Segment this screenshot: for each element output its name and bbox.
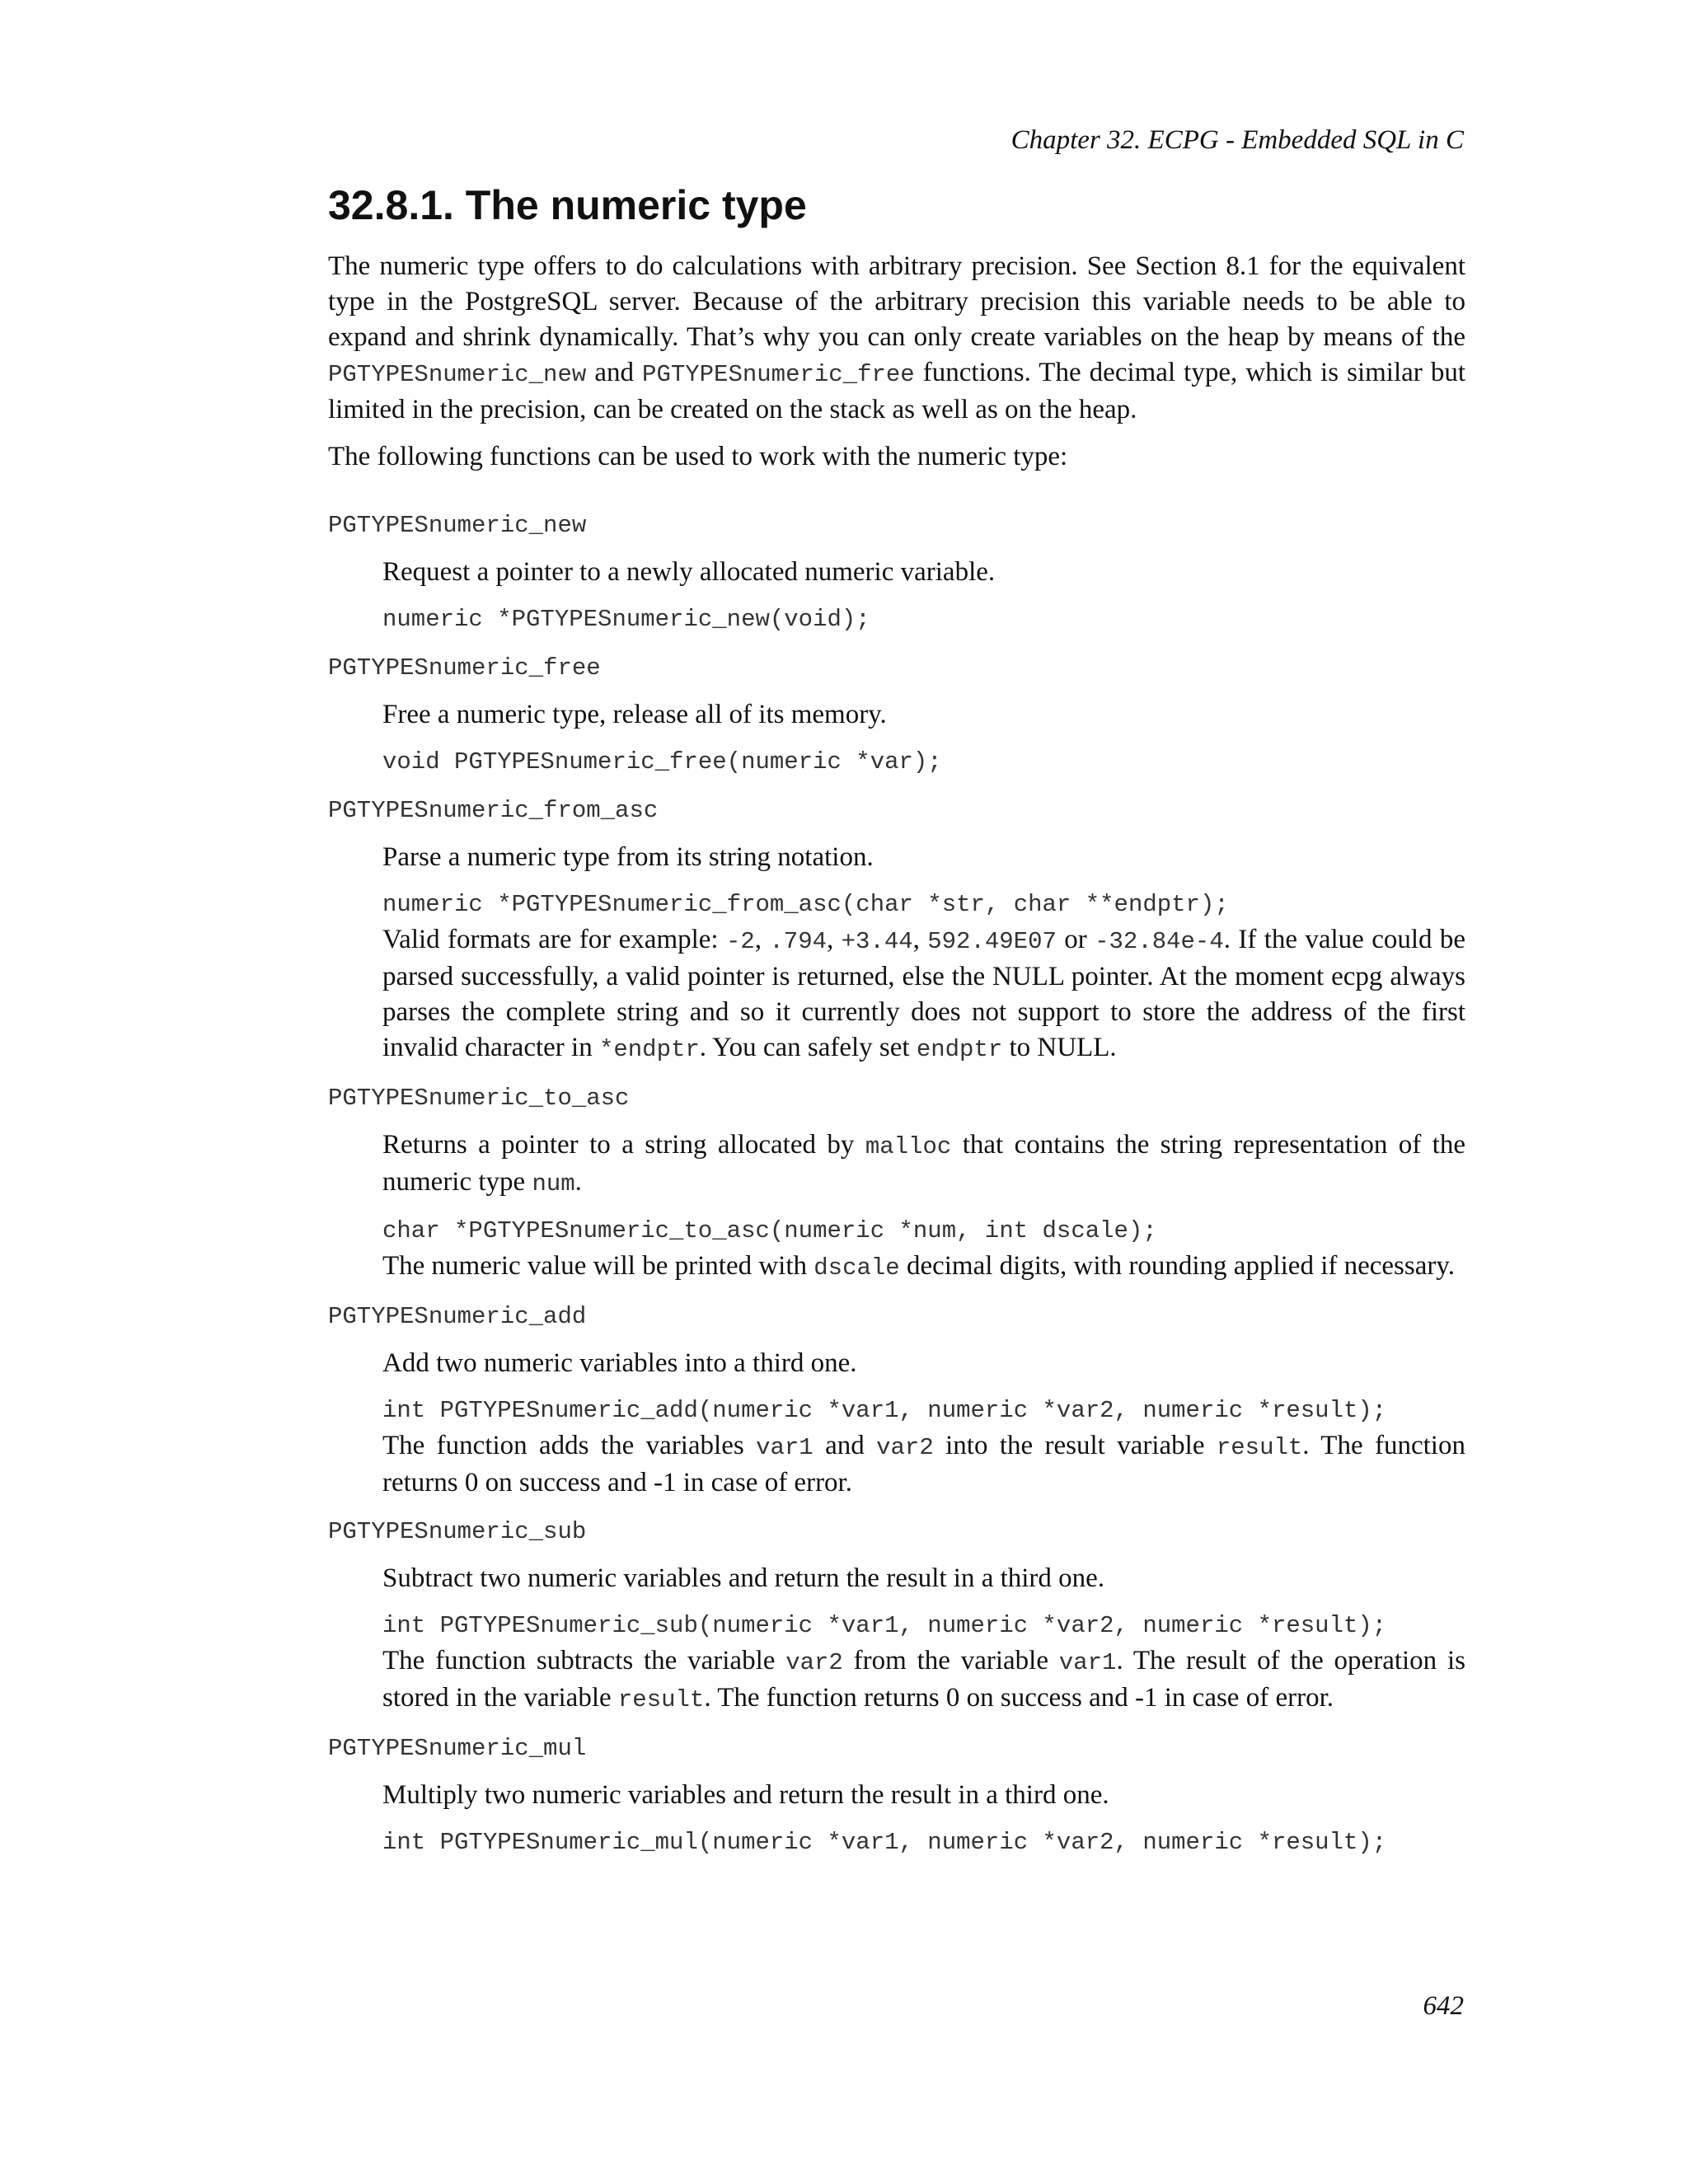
function-term: PGTYPESnumeric_to_asc — [328, 1085, 630, 1112]
function-synopsis: int PGTYPESnumeric_sub(numeric *var1, numeric *var2, numeric *result); — [382, 1612, 1387, 1639]
function-note — [382, 1643, 1465, 1718]
function-synopsis: numeric *PGTYPESnumeric_new(void); — [382, 606, 870, 633]
note-text: , — [912, 925, 928, 954]
running-head: Chapter 32. ECPG - Embedded SQL in C — [1010, 125, 1464, 155]
function-note — [382, 1428, 1465, 1501]
inline-code: -2 — [725, 928, 755, 955]
function-description: Free a numeric type, release all of its memory. — [382, 700, 887, 729]
function-synopsis: char *PGTYPESnumeric_to_asc(numeric *num, int dscale); — [382, 1217, 1157, 1244]
inline-code: .794 — [769, 928, 828, 955]
page-number: 642 — [1423, 1991, 1464, 2021]
inline-code: malloc — [865, 1133, 952, 1160]
description-text: Returns a pointer to a string allocated by — [382, 1130, 865, 1160]
inline-code: -32.84e-4 — [1095, 928, 1224, 955]
intro-text: functions. The decimal type, which is similar but limited in the precision, can be created on the stack as well as on the heap. — [328, 358, 1465, 424]
note-text: into the result variable — [933, 1431, 1217, 1460]
note-text: decimal digits, with rounding applied if necessary. — [899, 1251, 1455, 1281]
function-definition — [382, 840, 1465, 1067]
function-description: Add two numeric variables into a third one. — [382, 1348, 857, 1378]
inline-code: num — [532, 1170, 575, 1197]
inline-code: PGTYPESnumeric_free — [642, 361, 915, 388]
function-term: PGTYPESnumeric_new — [328, 512, 587, 539]
note-text: The numeric value will be printed with — [382, 1251, 814, 1281]
note-text: , — [827, 925, 842, 954]
function-definition — [382, 1346, 1465, 1501]
note-text: to NULL. — [1002, 1033, 1117, 1062]
function-description: Parse a numeric type from its string notation. — [382, 842, 874, 872]
function-term: PGTYPESnumeric_add — [328, 1303, 587, 1330]
function-description: Subtract two numeric variables and return the result in a third one. — [382, 1563, 1105, 1593]
note-text: or — [1056, 925, 1095, 954]
function-synopsis: int PGTYPESnumeric_mul(numeric *var1, numeric *var2, numeric *result); — [382, 1829, 1387, 1856]
function-note — [382, 922, 1465, 1067]
lead-paragraph: The following functions can be used to work with the numeric type: — [328, 442, 1068, 471]
section-title: 32.8.1. The numeric type — [328, 182, 807, 228]
inline-code: dscale — [814, 1254, 900, 1282]
note-text: . The result of the operation is stored in the variable — [382, 1646, 1465, 1713]
inline-code: *endptr — [598, 1036, 700, 1063]
inline-code: endptr — [916, 1036, 1003, 1063]
function-term: PGTYPESnumeric_mul — [328, 1735, 587, 1762]
function-description — [382, 1127, 1465, 1202]
function-description: Request a pointer to a newly allocated numeric variable. — [382, 557, 996, 587]
intro-text: and — [586, 358, 643, 387]
note-text: . You can safely set — [699, 1033, 917, 1062]
inline-code: var2 — [785, 1649, 843, 1676]
page-content — [328, 181, 1465, 1873]
function-term: PGTYPESnumeric_sub — [328, 1518, 587, 1545]
note-text: from the variable — [842, 1646, 1059, 1675]
intro-paragraph — [328, 249, 1465, 428]
function-definition — [382, 697, 1465, 780]
description-text: that contains the string representation of the numeric type — [382, 1130, 1465, 1197]
note-text: . The function returns 0 on success and -1 in case of error. — [704, 1683, 1334, 1713]
inline-code: result — [1216, 1434, 1303, 1461]
function-synopsis: void PGTYPESnumeric_free(numeric *var); — [382, 748, 942, 776]
function-synopsis: numeric *PGTYPESnumeric_from_asc(char *str, char **endptr); — [382, 891, 1229, 918]
note-text: The function adds the variables — [382, 1431, 757, 1460]
inline-code: var1 — [756, 1434, 814, 1461]
note-text: Valid formats are for example: — [382, 925, 726, 954]
function-definition — [382, 1127, 1465, 1286]
function-definition — [382, 555, 1465, 637]
inline-code: var2 — [876, 1434, 934, 1461]
note-text: The function subtracts the variable — [382, 1646, 786, 1675]
inline-code: 592.49E07 — [927, 928, 1057, 955]
note-text: and — [813, 1431, 877, 1460]
inline-code: +3.44 — [841, 928, 913, 955]
function-description: Multiply two numeric variables and return the result in a third one. — [382, 1780, 1109, 1810]
function-definition — [382, 1778, 1465, 1860]
function-note — [382, 1249, 1465, 1286]
note-text: , — [754, 925, 770, 954]
note-text: . The function returns 0 on success and -1 in case of error. — [382, 1431, 1465, 1497]
function-list — [328, 508, 1465, 1860]
function-definition — [382, 1561, 1465, 1718]
intro-text: The numeric type offers to do calculations with arbitrary precision. See Section 8.1 for the equivalent type in the PostgreSQL server. Because of the arbitrary precision this variable needs to be able to expand and shrink dynamically. That’s why you can only create variables on the heap by means of the — [328, 251, 1465, 352]
inline-code: PGTYPESnumeric_new — [328, 361, 587, 388]
inline-code: var1 — [1058, 1649, 1117, 1676]
note-text: . If the value could be parsed successfully, a valid pointer is returned, else the NULL pointer. At the moment ecpg always parses the complete string and so it currently does not support to store the address of the first invalid character in — [382, 925, 1466, 1062]
inline-code: result — [617, 1686, 705, 1713]
description-text: . — [574, 1167, 582, 1197]
function-term: PGTYPESnumeric_from_asc — [328, 797, 659, 824]
function-synopsis: int PGTYPESnumeric_add(numeric *var1, numeric *var2, numeric *result); — [382, 1397, 1387, 1424]
function-term: PGTYPESnumeric_free — [328, 654, 601, 682]
